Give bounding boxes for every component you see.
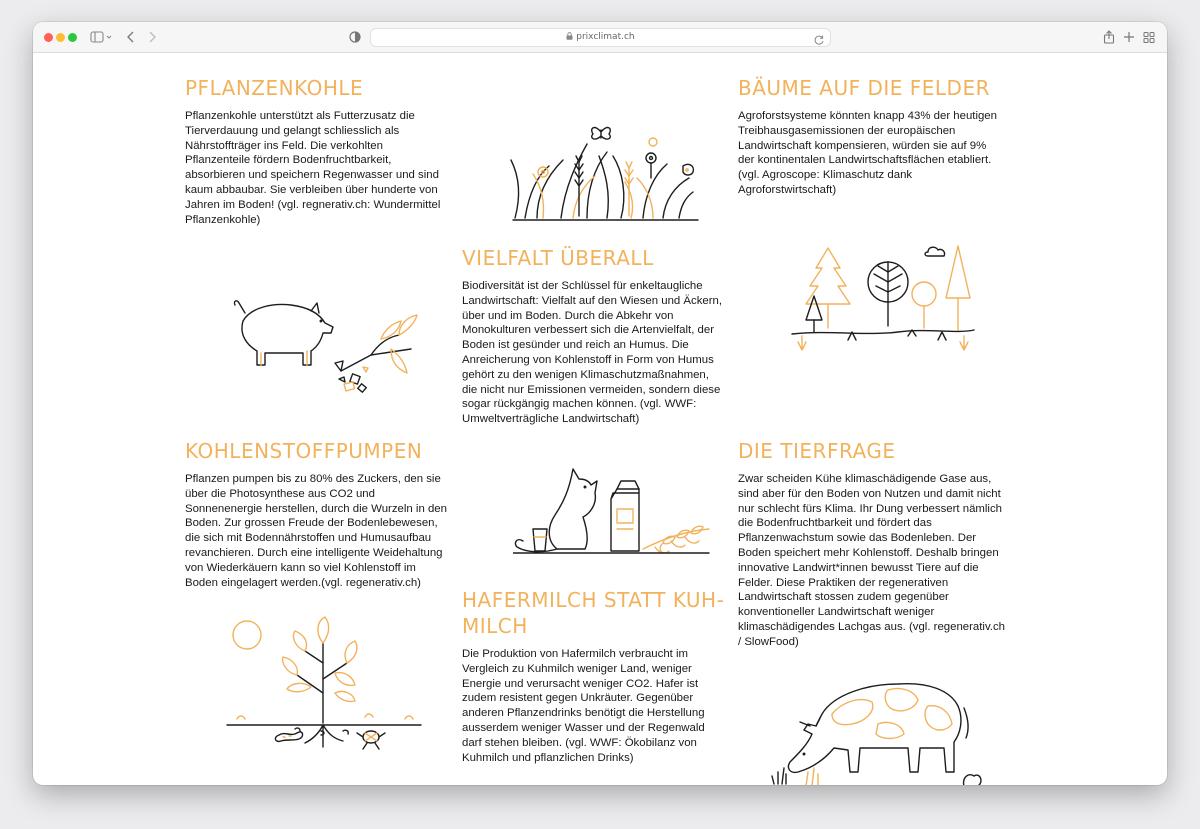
privacy-shield-icon[interactable] — [347, 28, 363, 46]
heading-kohlenstoffpumpen: KOHLENSTOFFPUMPEN — [185, 439, 423, 463]
sidebar-toggle-icon[interactable] — [89, 28, 115, 46]
trees-agroforestry-illustration — [788, 236, 978, 356]
zoom-window-button[interactable] — [68, 33, 77, 42]
text-kohlenstoffpumpen: Pflanzen pumpen bis zu 80% des Zuckers, den sie über die Photosynthese aus CO2 und Sonnenenergie herstellen, durch die Wurzeln in den Boden. Zur grossen Freude der Bodenlebewesen, die sich mit Bodennährstoffen und Humusaufbau revanchieren. Durch eine intelligente Weidehaltung von Wiederkäuern kann so viel Kohlenstoff im Boden eingelagert werden.(vgl. regenerativ.ch) — [185, 473, 447, 589]
browser-toolbar — [33, 22, 1167, 53]
browser-window — [33, 22, 1167, 785]
heading-baeume: BÄUME AUF DIE FELDER — [738, 76, 990, 100]
share-icon[interactable] — [1101, 28, 1117, 46]
heading-vielfalt: VIELFALT ÜBERALL — [462, 246, 654, 270]
reload-icon[interactable] — [813, 31, 825, 43]
new-tab-icon[interactable] — [1121, 28, 1137, 46]
forward-arrow-icon[interactable] — [144, 28, 160, 46]
page-content — [33, 53, 1167, 785]
text-tierfrage: Zwar scheiden Kühe klimaschädigende Gase aus, sind aber für den Boden von Nutzen und damit nicht nur schlecht fürs Klima. Ihr Dung verbessert nämlich die Bodenfruchtbarkeit und fördert das Pflanzenwachstum sowie das Bodenleben. Der Boden speichert mehr Kohlenstoff. Deshalb bringen innovative Landwirt*innen bewusst Tiere auf die Felder. Diese Praktiken der regenerativen Landwirtschaft stossen zudem gegenüber konventioneller Landwirtschaft weniger klimaschädigendes Lachgas aus. (vgl. regenerativ.ch / SlowFood) — [738, 473, 1005, 648]
cow-grazing-illustration — [768, 668, 983, 785]
grass-flowers-illustration — [503, 116, 703, 226]
text-baeume: Agroforstsysteme könnten knapp 43% der heutigen Treibhausgasemissionen der europäischen Landwirtschaft kompensieren, würden sie auf 9% der kontinentalen Landwirtschaftsflächen etabliert. (vgl. Agroscope: Klimaschutz dank Agroforstwirtschaft) — [738, 110, 997, 196]
minimize-window-button[interactable] — [56, 33, 65, 42]
heading-hafermilch: HAFERMILCH STATT KUH- MILCH — [462, 588, 725, 638]
lock-icon — [566, 32, 576, 42]
address-bar[interactable] — [370, 28, 831, 47]
heading-pflanzenkohle: PFLANZENKOHLE — [185, 76, 364, 100]
tab-overview-icon[interactable] — [1141, 28, 1157, 46]
back-arrow-icon[interactable] — [123, 28, 139, 46]
pig-biochar-illustration — [221, 283, 421, 393]
text-vielfalt: Biodiversität ist der Schlüssel für enkeltaugliche Landwirtschaft: Vielfalt auf den Wiesen und Äckern, über und im Boden. Durch die Abkehr von Monokulturen verbessert sich die Artenvielfalt, der Boden ist gesünder und reich an Humus. Die Anreicherung von Kohlenstoff in Form von Humus gehört zu den wenigen Klimaschutzmaßnahmen, die nicht nur Emissionen vermeiden, sondern diese sogar rückgängig machen können. (vgl. WWF: Umweltverträgliche Landwirtschaft) — [462, 280, 723, 426]
cat-oatmilk-illustration — [513, 459, 713, 569]
plant-roots-illustration — [225, 613, 425, 753]
text-pflanzenkohle: Pflanzenkohle unterstützt als Futterzusatz die Tierverdauung und gelangt schliesslich als Nährstoffträger ins Feld. Die verkohlten Pflanzenteile fördern Bodenfruchtbarkeit, absorbieren und speichern Regenwasser und sind kaum abbaubar. Sie verbleiben über hunderte von Jahren im Boden! (vgl. regnerativ.ch: Wundermittel Pflanzenkohle) — [185, 110, 441, 226]
text-hafermilch: Die Produktion von Hafermilch verbraucht im Vergleich zu Kuhmilch weniger Land, weniger Energie und verursacht weniger CO2. Hafer ist zudem resistent gegen Unkräuter. Gegenüber anderen Pflanzendrinks benötigt die Herstellung ausserdem weniger Wasser und der Regenwald darf stehen bleiben. (vgl. WWF: Ökobilanz von Kuhmilch und pflanzlichen Drinks) — [462, 648, 705, 764]
url-text: prixclimat.ch — [576, 32, 635, 42]
close-window-button[interactable] — [44, 33, 53, 42]
heading-tierfrage: DIE TIERFRAGE — [738, 439, 896, 463]
